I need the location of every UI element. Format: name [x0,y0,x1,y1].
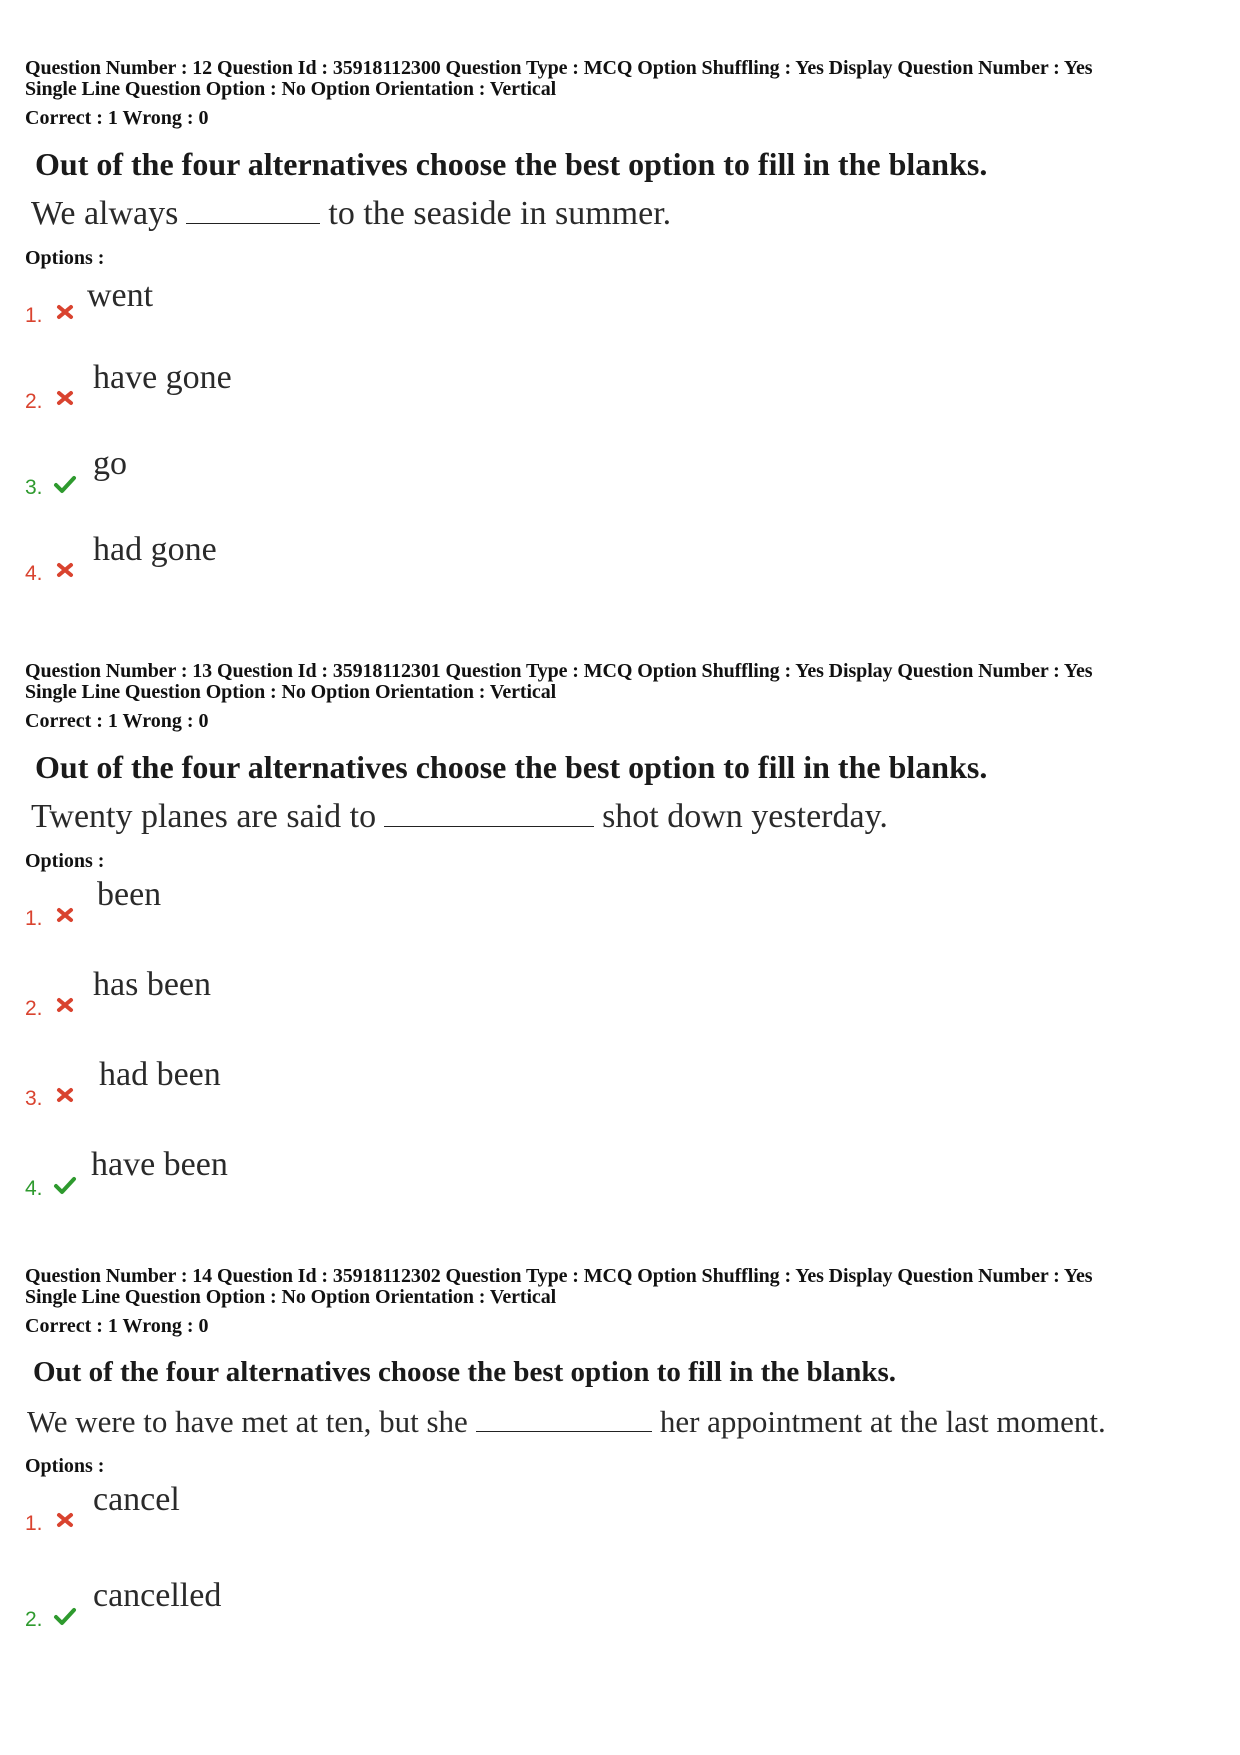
question-meta [25,661,1225,703]
option-4 [25,528,1225,614]
question-stem [27,1400,1225,1444]
cross-icon [53,1508,77,1532]
cross-icon [53,903,77,927]
stem-text-after: shot down yesterday. [602,798,888,835]
option-2 [25,1574,1225,1670]
options-label: Options : [25,247,105,269]
fill-in-blank [384,796,594,827]
question-meta-line-2: Single Line Question Option : No Option Orientation : Vertical [25,1286,557,1308]
question-meta [25,1266,1225,1308]
option-text: go [93,445,127,482]
option-1 [25,270,1225,356]
option-3 [25,442,1225,528]
option-text: had been [99,1056,221,1093]
question-meta-line-1: Question Number : 12 Question Id : 35918112300 Question Type : MCQ Option Shuffling : Yes Display Question Number : Yes [25,57,1093,79]
correct-wrong-marks: Correct : 1 Wrong : 0 [25,1315,209,1337]
correct-wrong-marks: Correct : 1 Wrong : 0 [25,710,209,732]
fill-in-blank [186,193,320,224]
option-number: 2. [25,1608,43,1631]
option-text: cancel [93,1481,180,1518]
option-text: had gone [93,531,217,568]
question-instruction: Out of the four alternatives choose the best option to fill in the blanks. [35,146,988,182]
option-number: 3. [25,476,43,499]
option-1 [25,1478,1225,1574]
option-3 [25,1053,1225,1143]
stem-text-after: to the seaside in summer. [328,195,672,232]
correct-wrong-marks: Correct : 1 Wrong : 0 [25,107,209,129]
check-icon [53,1604,77,1628]
option-number: 4. [25,562,43,585]
question-meta-line-1: Question Number : 13 Question Id : 35918112301 Question Type : MCQ Option Shuffling : Yes Display Question Number : Yes [25,660,1093,682]
option-text: have gone [93,359,232,396]
question-meta-line-2: Single Line Question Option : No Option Orientation : Vertical [25,78,557,100]
option-text: have been [91,1146,228,1183]
question-block-12 [25,58,1225,614]
option-number: 1. [25,1512,43,1535]
option-2 [25,963,1225,1053]
option-2 [25,356,1225,442]
question-stem [31,795,1225,839]
question-block-14 [25,1266,1225,1670]
option-1 [25,873,1225,963]
option-text: been [97,876,162,913]
option-number: 1. [25,304,43,327]
stem-text-before: Twenty planes are said to [31,798,377,835]
question-meta-line-2: Single Line Question Option : No Option Orientation : Vertical [25,681,557,703]
fill-in-blank [476,1401,652,1432]
option-text: went [87,277,154,314]
question-instruction: Out of the four alternatives choose the best option to fill in the blanks. [35,749,988,785]
check-icon [53,472,77,496]
option-number: 1. [25,907,43,930]
question-instruction: Out of the four alternatives choose the best option to fill in the blanks. [33,1356,897,1388]
option-number: 4. [25,1177,43,1200]
option-4 [25,1143,1225,1233]
option-text: has been [93,966,212,1003]
cross-icon [53,993,77,1017]
check-icon [53,1173,77,1197]
options-label: Options : [25,1455,105,1477]
cross-icon [53,1083,77,1107]
stem-text-after: her appointment at the last moment. [659,1404,1106,1439]
option-number: 2. [25,390,43,413]
cross-icon [53,558,77,582]
option-number: 3. [25,1087,43,1110]
question-meta-line-1: Question Number : 14 Question Id : 35918112302 Question Type : MCQ Option Shuffling : Yes Display Question Number : Yes [25,1265,1093,1287]
stem-text-before: We were to have met at ten, but she [27,1404,468,1439]
option-text: cancelled [93,1577,222,1614]
option-number: 2. [25,997,43,1020]
options-label: Options : [25,850,105,872]
stem-text-before: We always [31,195,179,232]
question-block-13 [25,661,1225,1233]
question-meta [25,58,1225,100]
question-stem [31,192,1225,236]
cross-icon [53,300,77,324]
cross-icon [53,386,77,410]
